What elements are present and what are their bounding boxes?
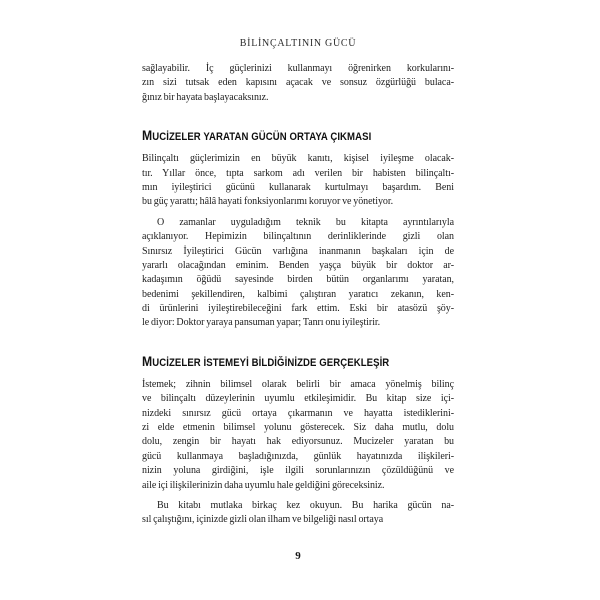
page-body bbox=[142, 62, 454, 528]
text-line: dolu, zengin bir hayatı hak ediyorsunuz. Mucizeler yaratan bu bbox=[142, 436, 454, 448]
text-line: tır. Yıllar önce, tıpta sarkom adı verilen bir habisten bilinçaltı- bbox=[142, 167, 454, 179]
section-heading: MUCİZELER YARATAN GÜCÜN ORTAYA ÇIKMASI bbox=[142, 127, 372, 144]
paragraph bbox=[142, 499, 454, 528]
text-line: O zamanlar uyguladığım teknik bu kitapta ayrıntılarıyla bbox=[157, 216, 454, 228]
paragraph bbox=[142, 62, 454, 105]
text-line: Sınırsız İyileştirici Gücün varlığına inanmanın başkaları için de bbox=[142, 245, 454, 257]
text-line: nizin yoluna girdiğini, işle ilgili sorunlarınızın çözüldüğünü ve bbox=[142, 465, 454, 477]
text-line: ve bilinçaltı düzeylerinin uyumlu etkileşimidir. Bu kitap size içi- bbox=[142, 393, 454, 405]
text-line: yararlı olacağından eminim. Benden yaşça büyük bir doktor ar- bbox=[142, 259, 454, 271]
text-line: mın iyileştirici gücünü kullanarak kurtulmayı başardım. Beni bbox=[142, 181, 454, 193]
section-heading: MUCİZELER İSTEMEYİ BİLDİĞİNİZDE GERÇEKLEŞİR bbox=[142, 352, 390, 369]
paragraph bbox=[142, 216, 454, 331]
text-line: aile içi ilişkilerinizin daha uyumlu hale geldiğini göreceksiniz. bbox=[142, 479, 385, 491]
text-line: sıl çalıştığını, içinizde gizli olan ilham ve bilgeliği nasıl ortaya bbox=[142, 514, 384, 526]
page-number: 9 bbox=[295, 550, 301, 562]
text-line: Bu kitabı mutlaka birkaç kez okuyun. Bu harika gücün na- bbox=[157, 499, 454, 511]
paragraph bbox=[142, 152, 454, 210]
text-line: gücü kullanmaya başladığınızda, günlük hayatınızda ilişkileri- bbox=[142, 450, 454, 462]
text-line: di ürünlerini iyileştirebileceğini fark ettim. Eski bir atasözü şöy- bbox=[142, 303, 454, 315]
text-line: bedenimi şekillendiren, kalbimi çalıştıran yaratıcı zekanın, ken- bbox=[142, 288, 454, 300]
text-line: zın sizi tutsak eden kapısını açacak ve sonsuz özgürlüğü bulaca- bbox=[142, 77, 454, 89]
text-line: sağlayabilir. İç güçlerinizi kullanmayı öğrenirken korkularını- bbox=[142, 63, 454, 74]
text-line: zi elde etmenin bilimsel yolunu gösterecek. Siz daha mutlu, dolu bbox=[142, 422, 454, 434]
text-line: nizdeki sınırsız gücü ortaya çıkarmanın ve hayatta istediklerini- bbox=[142, 407, 454, 419]
running-head: BİLİNÇALTININ GÜCÜ bbox=[239, 38, 357, 49]
text-line: Bilinçaltı güçlerimizin en büyük kanıtı, kişisel iyileşme olacak- bbox=[142, 153, 454, 165]
text-line: İstemek; zihnin bilimsel olarak belirli bir amaca yönelmiş bilinç bbox=[142, 378, 454, 390]
text-line: kadaşımın öğüdü sayesinde birden bütün organlarımı yaratan, bbox=[142, 274, 454, 286]
text-line: ğınız bir hayata başlayacaksınız. bbox=[142, 91, 269, 103]
text-line: le diyor: Doktor yaraya pansuman yapar; Tanrı onu iyileştirir. bbox=[142, 317, 381, 329]
paragraph bbox=[142, 378, 454, 493]
text-line: açıklanıyor. Hepimizin bilinçaltının derinliklerinde gizli olan bbox=[142, 231, 454, 243]
text-line: bu güç yarattı; hâlâ hayati fonksiyonlarımı koruyor ve yönetiyor. bbox=[142, 196, 394, 208]
